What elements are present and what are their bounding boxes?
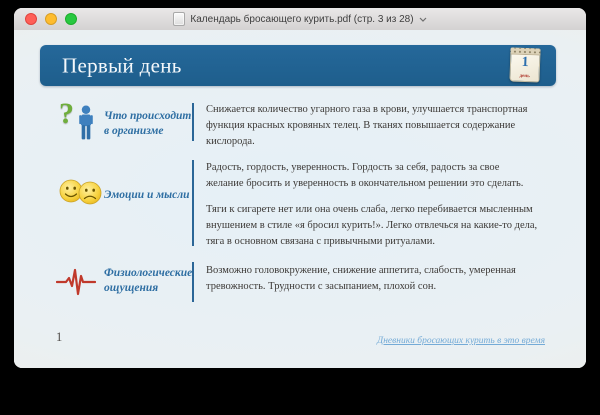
section-divider	[192, 160, 194, 246]
heartbeat-icon	[56, 267, 96, 302]
section-label-body: Что происходит в организме	[104, 110, 192, 137]
pdf-proxy-icon	[173, 12, 185, 26]
zoom-button[interactable]	[65, 13, 77, 25]
diaries-link[interactable]: Дневники бросающих курить в это время	[377, 336, 545, 346]
calendar-icon	[509, 47, 540, 82]
window-titlebar[interactable]	[14, 8, 586, 31]
section-divider	[192, 103, 194, 141]
pdf-page	[14, 30, 586, 368]
page-number: 1	[56, 330, 63, 344]
calendar-day-number: 1	[521, 54, 529, 71]
day-header	[40, 45, 556, 86]
calendar-day-label: день	[519, 73, 530, 80]
window-title: Календарь бросающего курить.pdf (стр. 3 из 28)	[190, 13, 414, 25]
happy-sad-faces-icon	[58, 178, 104, 211]
minimize-button[interactable]	[45, 13, 57, 25]
section-paragraph: Возможно головокружение, снижение аппетита, слабость, умеренная тревожность. Трудности с засыпанием, плохой сон.	[206, 265, 516, 292]
section-label-physiology: Физиологические ощущения	[104, 267, 193, 294]
traffic-lights	[25, 13, 77, 25]
close-button[interactable]	[25, 13, 37, 25]
question-person-icon: ?	[59, 101, 101, 143]
section-paragraph: Тяги к сигарете нет или она очень слаба, легко перебивается мысленным внушением в стиле «я бросил курить!». Легко отвлечься на какие-то дела, тяга в основном связана с привычными ритуалами.	[206, 204, 538, 247]
section-paragraph: Радость, гордость, уверенность. Гордость за себя, радость за свое желание бросить и уверенность в окончательном решении это сделать.	[206, 162, 524, 189]
day-title: Первый день	[62, 53, 182, 77]
chevron-down-icon[interactable]	[419, 17, 427, 22]
section-label-emotions: Эмоции и мысли	[104, 189, 190, 201]
section-paragraph: Снижается количество угарного газа в крови, улучшается транспортная функция красных кровяных телец. В тканях повышается содержание кислорода.	[206, 104, 528, 147]
window-title-menu[interactable]	[14, 8, 586, 30]
section-divider	[192, 262, 194, 302]
preview-window	[14, 8, 586, 368]
